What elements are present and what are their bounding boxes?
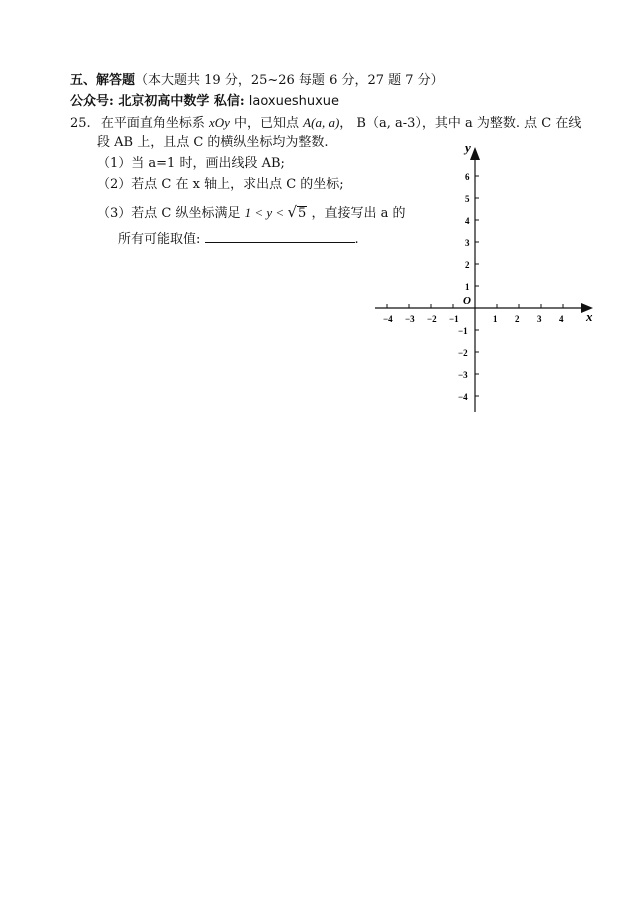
y-tick-label: 1: [465, 282, 470, 292]
y-axis-label: y: [465, 140, 471, 155]
stem-part3: ， B（a, a-3），其中 a 为整数. 点 C 在线: [339, 116, 582, 131]
problem-number: 25.: [70, 116, 91, 131]
stem-part2: 中，已知点: [229, 116, 304, 131]
x-axis-label: x: [586, 309, 593, 324]
inequality: 1 < y <: [244, 205, 288, 220]
x-tick-label: 2: [515, 314, 520, 324]
y-tick-label: −3: [458, 370, 468, 380]
question-2: （2）若点 C 在 x 轴上，求出点 C 的坐标;: [97, 177, 344, 192]
y-tick-label: −1: [458, 326, 468, 336]
y-tick-label: −2: [458, 348, 468, 358]
y-tick-label: 3: [465, 238, 470, 248]
coordinate-system-name: xOy: [208, 115, 230, 130]
section-note: （本大题共 19 分，25~26 每题 6 分，27 题 7 分）: [135, 73, 444, 88]
origin-label: O: [463, 295, 471, 307]
section-title: 五、解答题: [70, 73, 136, 88]
answer-prompt: 所有可能取值:: [118, 232, 201, 247]
point-a: A(a, a): [303, 115, 340, 130]
x-tick-label: −4: [383, 314, 393, 324]
question-3: （3）若点 C 纵坐标满足 1 < y < √5 ，直接写出 a 的: [97, 203, 406, 221]
y-tick-label: −4: [458, 392, 468, 402]
y-tick-label: 2: [465, 260, 470, 270]
question-1: （1）当 a=1 时，画出线段 AB;: [97, 156, 285, 171]
y-axis-arrow-icon: [470, 147, 480, 160]
sqrt-radicand: 5: [298, 206, 307, 221]
problem-stem-line2: 段 AB 上，且点 C 的横纵坐标均为整数.: [97, 135, 329, 150]
answer-end: .: [354, 232, 359, 247]
x-tick-label: −1: [449, 314, 459, 324]
stem-part1: 在平面直角坐标系: [100, 116, 209, 131]
y-tick-label: 6: [465, 172, 470, 182]
y-tick-label: 4: [465, 216, 470, 226]
x-tick-label: −2: [427, 314, 437, 324]
promo-label: 公众号: 北京初高中数学 私信:: [70, 94, 245, 109]
x-tick-label: 1: [493, 314, 498, 324]
question-3-suffix: ，直接写出 a 的: [311, 206, 406, 221]
x-tick-label: 4: [559, 314, 564, 324]
x-tick-label: −3: [405, 314, 415, 324]
question-3-prefix: （3）若点 C 纵坐标满足: [97, 206, 241, 221]
y-tick-label: 5: [465, 194, 470, 204]
x-tick-label: 3: [537, 314, 542, 324]
promo-handle: laoxueshuxue: [248, 94, 340, 109]
